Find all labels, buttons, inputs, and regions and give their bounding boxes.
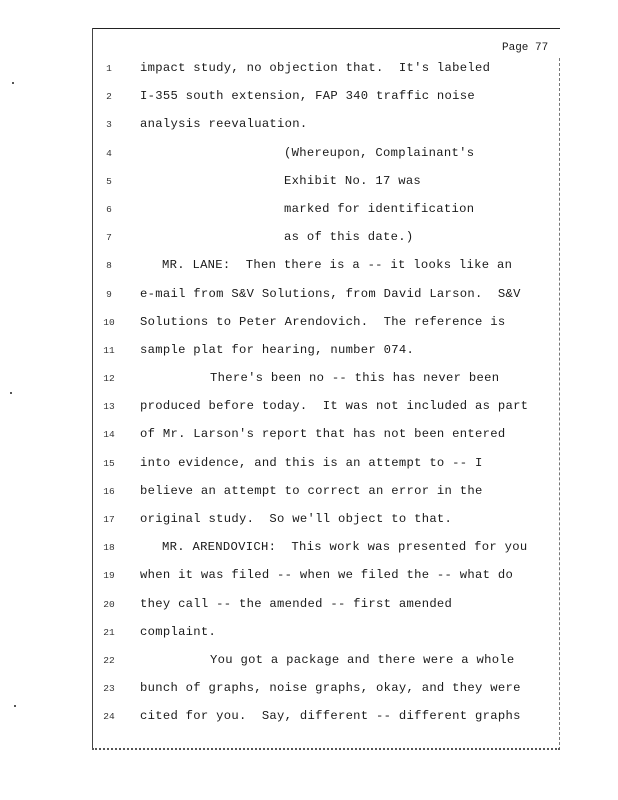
- line-text: believe an attempt to correct an error in the: [140, 483, 483, 498]
- line-number: 2: [106, 91, 112, 103]
- line-text: sample plat for hearing, number 074.: [140, 342, 415, 357]
- line-number: 13: [103, 401, 115, 413]
- line-text: as of this date.): [284, 230, 414, 245]
- line-number: 8: [106, 260, 112, 272]
- line-text: they call -- the amended -- first amended: [140, 596, 453, 611]
- line-text: Exhibit No. 17 was: [284, 173, 422, 188]
- transcript-line: [92, 86, 560, 114]
- line-text: into evidence, and this is an attempt to -- I: [140, 455, 483, 470]
- transcript-line: [92, 706, 560, 734]
- line-number: 22: [103, 654, 115, 666]
- line-text: cited for you. Say, different -- different graphs: [140, 709, 521, 724]
- line-number: 14: [103, 429, 115, 441]
- line-text: (Whereupon, Complainant's: [284, 145, 475, 160]
- transcript-line: [92, 396, 560, 424]
- line-text: analysis reevaluation.: [140, 117, 308, 132]
- transcript-line: [92, 424, 560, 452]
- line-number: 18: [103, 542, 115, 554]
- transcript-line: [92, 565, 560, 593]
- transcript-line: [92, 340, 560, 368]
- line-number: 9: [106, 288, 112, 300]
- page-number: Page 77: [502, 42, 549, 54]
- transcript-line: [92, 650, 560, 678]
- transcript-lines: [92, 58, 560, 735]
- line-number: 1: [106, 63, 112, 74]
- line-text: produced before today. It was not included as part: [140, 399, 529, 414]
- line-number: 23: [103, 683, 115, 695]
- line-text: original study. So we'll object to that.: [140, 512, 453, 526]
- line-text: impact study, no objection that. It's labeled: [140, 61, 491, 75]
- line-number: 3: [106, 119, 112, 131]
- transcript-line: [92, 58, 560, 86]
- line-text: of Mr. Larson's report that has not been entered: [140, 427, 506, 442]
- transcript-line: [92, 199, 560, 227]
- transcript-line: [92, 227, 560, 255]
- transcript-line: [92, 368, 560, 396]
- transcript-line: [92, 509, 560, 537]
- line-text: I-355 south extension, FAP 340 traffic noise: [140, 89, 476, 104]
- line-text: e-mail from S&V Solutions, from David Larson. S&V: [140, 286, 521, 301]
- transcript-line: [92, 171, 560, 199]
- line-text: MR. LANE: Then there is a -- it looks like an: [162, 258, 513, 273]
- line-number: 6: [106, 203, 112, 215]
- line-number: 16: [103, 485, 115, 497]
- line-number: 5: [106, 175, 112, 187]
- line-text: There's been no -- this has never been: [210, 371, 500, 386]
- transcript-line: [92, 114, 560, 142]
- line-number: 21: [103, 626, 115, 638]
- line-text: Solutions to Peter Arendovich. The reference is: [140, 314, 506, 329]
- scan-speck: [14, 705, 16, 707]
- transcript-line: [92, 594, 560, 622]
- top-border-line: [92, 28, 560, 29]
- scan-speck: [12, 82, 14, 84]
- transcript-line: [92, 622, 560, 650]
- scan-speck: [10, 392, 12, 394]
- transcript-line: [92, 312, 560, 340]
- line-text: MR. ARENDOVICH: This work was presented for you: [162, 540, 528, 555]
- bottom-border-line: [92, 746, 560, 750]
- line-number: 10: [103, 316, 115, 328]
- line-text: You got a package and there were a whole: [210, 652, 515, 667]
- line-number: 7: [106, 232, 112, 244]
- line-text: marked for identification: [284, 201, 475, 216]
- line-number: 11: [103, 344, 115, 356]
- line-text: when it was filed -- when we filed the -- what do: [140, 568, 514, 583]
- transcript-page: [92, 28, 560, 750]
- line-number: 20: [103, 598, 115, 610]
- line-number: 24: [103, 711, 115, 723]
- transcript-line: [92, 284, 560, 312]
- line-number: 15: [103, 457, 115, 469]
- line-number: 4: [106, 147, 112, 159]
- transcript-line: [92, 453, 560, 481]
- line-number: 19: [103, 570, 115, 582]
- transcript-line: [92, 143, 560, 171]
- line-text: bunch of graphs, noise graphs, okay, and they were: [140, 681, 521, 696]
- line-number: 17: [103, 514, 115, 525]
- line-number: 12: [103, 373, 115, 385]
- transcript-line: [92, 678, 560, 706]
- transcript-line: [92, 537, 560, 565]
- transcript-line: [92, 255, 560, 283]
- line-text: complaint.: [140, 624, 217, 639]
- transcript-line: [92, 481, 560, 509]
